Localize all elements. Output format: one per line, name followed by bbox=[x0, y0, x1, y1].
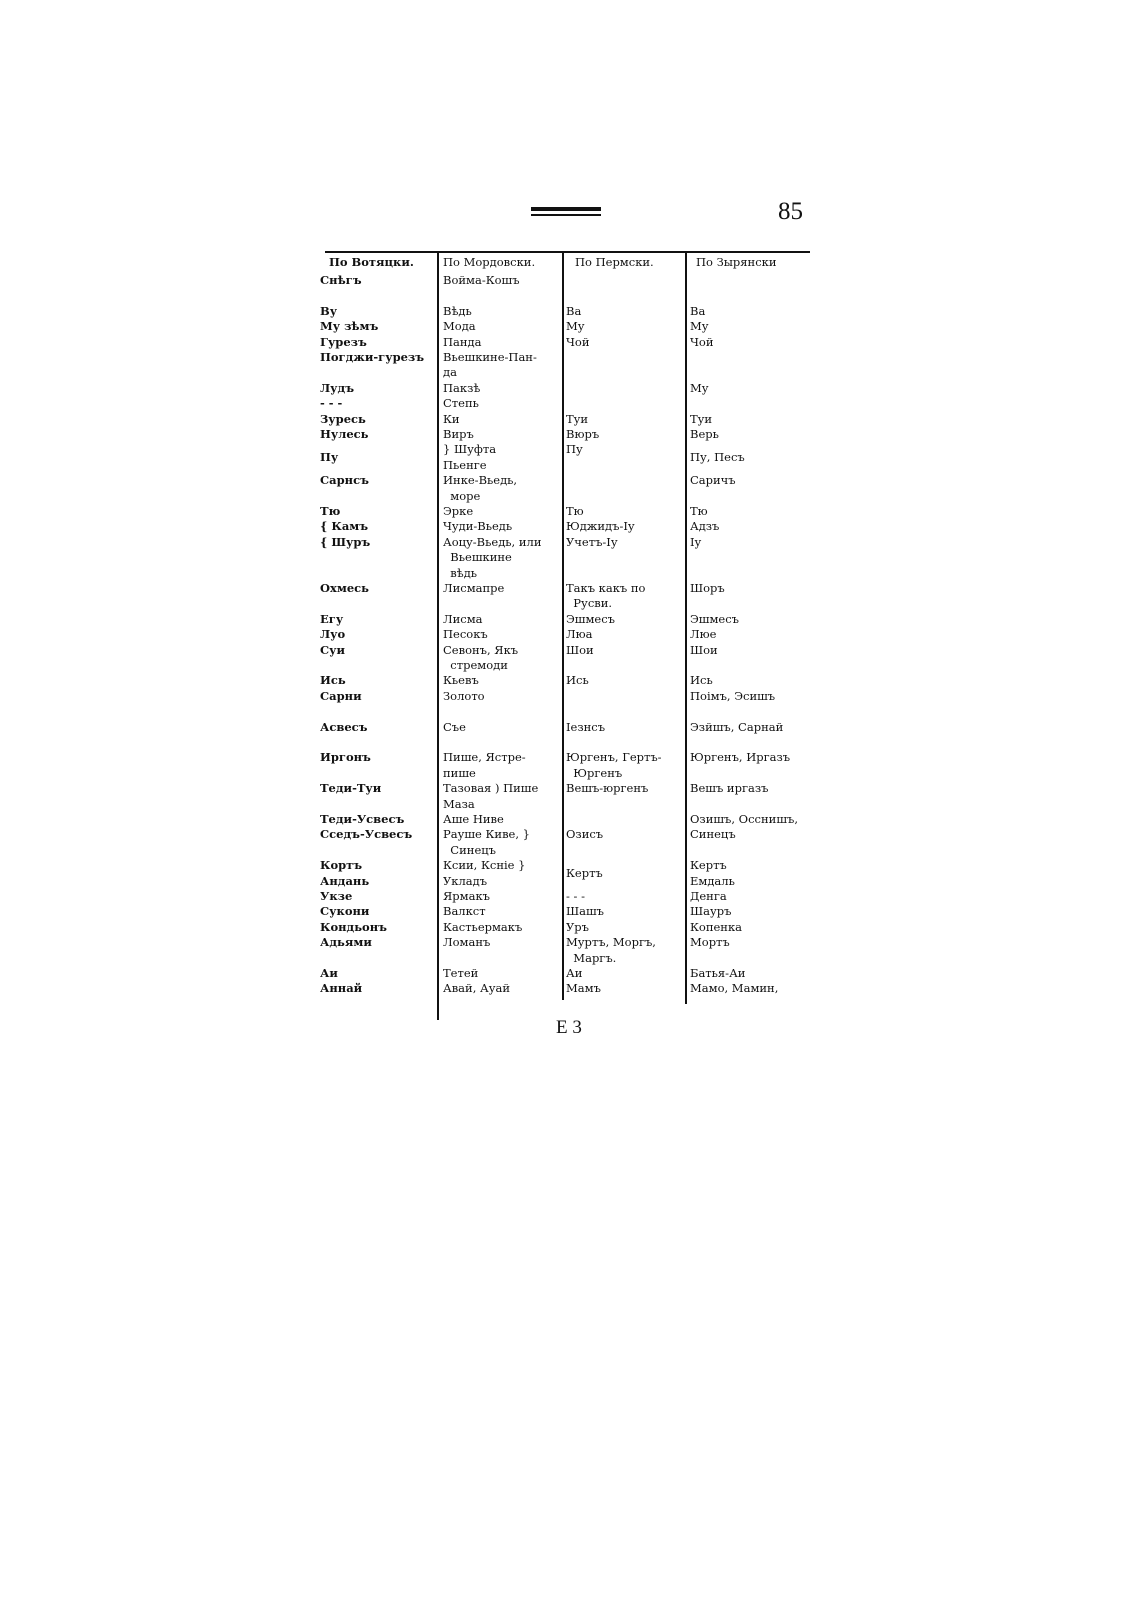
permian-word: Мамъ bbox=[566, 981, 601, 996]
permian-word: Тю bbox=[566, 504, 584, 518]
zyrian-word: Юргенъ, Иргазъ bbox=[690, 750, 791, 765]
votyak-word: { Камъ bbox=[320, 519, 369, 534]
votyak-word: - - - bbox=[320, 396, 343, 411]
zyrian-word: Шоръ bbox=[690, 581, 725, 595]
permian-word: Аи bbox=[566, 966, 583, 980]
votyak-word: { Шуръ bbox=[320, 534, 371, 549]
mordvin-word: Песокъ bbox=[443, 627, 488, 642]
mordvin-word: Севонъ, Якъ стремоди bbox=[443, 642, 519, 672]
mordvin-word: Кьевъ bbox=[443, 673, 479, 688]
permian-word: Пу bbox=[566, 442, 583, 457]
votyak-word: Андань bbox=[320, 873, 370, 888]
zyrian-word: Саричъ bbox=[690, 473, 736, 488]
votyak-word: Ву bbox=[320, 303, 338, 318]
permian-word: Люа bbox=[566, 627, 593, 642]
mordvin-word: Золото bbox=[443, 688, 485, 703]
mordvin-word: Рауше Киве, } Синецъ bbox=[443, 827, 530, 857]
zyrian-word: Пу, Песъ bbox=[690, 450, 745, 465]
mordvin-word: Тазовая ) Пише Маза bbox=[443, 781, 539, 811]
zyrian-word: Копенка bbox=[690, 919, 743, 934]
mordvin-word: Аше Ниве bbox=[443, 812, 504, 826]
mordvin-word: Пише, Ястре- пише bbox=[443, 750, 526, 780]
mordvin-word: Ки bbox=[443, 411, 460, 426]
votyak-word: Асвесъ bbox=[320, 719, 368, 734]
zyrian-word: Денга bbox=[690, 889, 727, 903]
mordvin-word: Панда bbox=[443, 334, 482, 349]
votyak-word: Теди-Туи bbox=[320, 781, 382, 796]
votyak-word: Пу bbox=[320, 450, 339, 465]
mordvin-word: Войма-Кошъ bbox=[443, 273, 520, 287]
zyrian-word: Чой bbox=[690, 334, 714, 349]
zyrian-word: Поімъ, Эсишъ bbox=[690, 688, 776, 703]
zyrian-word: Ва bbox=[690, 303, 706, 318]
zyrian-word: Тю bbox=[690, 504, 708, 518]
column-rule-1 bbox=[437, 252, 439, 1020]
zyrian-word: Эшмесъ bbox=[690, 611, 739, 626]
permian-word: Уръ bbox=[566, 919, 589, 934]
zyrian-word: Му bbox=[690, 380, 709, 395]
column-rule-2 bbox=[562, 252, 564, 1000]
mordvin-word: Ксии, Ксніе } bbox=[443, 858, 526, 873]
votyak-word: Иргонъ bbox=[320, 750, 371, 765]
mordvin-word: Укладъ bbox=[443, 873, 488, 888]
votyak-word: Аннай bbox=[320, 981, 363, 996]
header-rule bbox=[325, 251, 810, 253]
zyrian-word: Кертъ bbox=[690, 858, 727, 873]
permian-word: Кертъ bbox=[566, 865, 603, 880]
zyrian-word: Адзъ bbox=[690, 519, 720, 534]
permian-word: Муртъ, Моргъ, Маргъ. bbox=[566, 935, 656, 965]
votyak-word: Аи bbox=[320, 966, 338, 980]
votyak-word: Сукони bbox=[320, 904, 370, 919]
permian-word: Ись bbox=[566, 673, 589, 688]
votyak-word: Зуресь bbox=[320, 411, 366, 426]
mordvin-word: Чуди-Вьедь bbox=[443, 519, 513, 534]
votyak-word: Егу bbox=[320, 611, 344, 626]
zyrian-word: Шои bbox=[690, 642, 718, 657]
zyrian-word: Эзйшъ, Сарнай bbox=[690, 719, 784, 734]
votyak-word: Му зѣмъ bbox=[320, 319, 379, 334]
page-number: 85 bbox=[778, 198, 803, 225]
zyrian-word: Люе bbox=[690, 627, 717, 642]
votyak-word: Луо bbox=[320, 627, 346, 642]
permian-word: Учетъ-Іу bbox=[566, 534, 618, 549]
permian-word: Юргенъ, Гертъ- Юргенъ bbox=[566, 750, 662, 780]
zyrian-word: Му bbox=[690, 319, 709, 334]
mordvin-word: Тетей bbox=[443, 966, 479, 980]
permian-word: Іезнсъ bbox=[566, 719, 606, 734]
votyak-word: Сарни bbox=[320, 688, 362, 703]
zyrian-word: Емдаль bbox=[690, 873, 735, 888]
mordvin-word: Вьешкине-Пан- да bbox=[443, 350, 537, 380]
votyak-word: Теди-Усвесъ bbox=[320, 812, 405, 826]
signature-mark: E 3 bbox=[556, 1017, 582, 1038]
mordvin-word: Эрке bbox=[443, 504, 474, 518]
zyrian-word: Вешъ иргазъ bbox=[690, 781, 769, 796]
votyak-word: Охмесь bbox=[320, 581, 369, 595]
mordvin-word: } Шуфта bbox=[443, 442, 497, 457]
column-rule-3 bbox=[685, 252, 687, 1004]
mordvin-word: Ломанъ bbox=[443, 935, 491, 950]
mordvin-word: Аоцу-Вьедь, или Вьешкине вѣдь bbox=[443, 534, 542, 580]
mordvin-word: Кастьермакъ bbox=[443, 919, 523, 934]
votyak-word: Кортъ bbox=[320, 858, 363, 873]
permian-word: Шашъ bbox=[566, 904, 604, 919]
mordvin-word: Лисма bbox=[443, 611, 483, 626]
votyak-word: Адьями bbox=[320, 935, 372, 950]
permian-word: - - - bbox=[566, 889, 585, 903]
zyrian-word: Мортъ bbox=[690, 935, 730, 950]
permian-word: Шои bbox=[566, 642, 594, 657]
permian-word: Ва bbox=[566, 303, 582, 318]
votyak-word: Суи bbox=[320, 642, 346, 657]
votyak-word: Укзе bbox=[320, 889, 353, 903]
permian-word: Му bbox=[566, 319, 585, 334]
permian-word: Вюръ bbox=[566, 427, 600, 441]
mordvin-word: Степь bbox=[443, 396, 479, 411]
column-header-votyak: По Вотяцки. bbox=[329, 255, 414, 269]
mordvin-word: Вѣдь bbox=[443, 303, 472, 318]
column-header-mordvin: По Мордовски. bbox=[443, 255, 536, 269]
mordvin-word: Лисмапре bbox=[443, 581, 505, 595]
votyak-word: Ись bbox=[320, 673, 346, 688]
zyrian-word: Верь bbox=[690, 427, 719, 441]
zyrian-word: Синецъ bbox=[690, 827, 736, 842]
column-header-zyrian: По Зырянски bbox=[696, 255, 777, 269]
zyrian-word: Туи bbox=[690, 411, 713, 426]
permian-word: Вешъ-юргенъ bbox=[566, 781, 649, 796]
zyrian-word: Батья-Аи bbox=[690, 966, 746, 980]
mordvin-word: Валкст bbox=[443, 904, 486, 919]
mordvin-word: Виръ bbox=[443, 427, 474, 441]
votyak-word: Нулесь bbox=[320, 427, 369, 441]
mordvin-word: Съе bbox=[443, 719, 466, 734]
votyak-word: Снѣгъ bbox=[320, 273, 362, 287]
votyak-word: Кондьонъ bbox=[320, 919, 387, 934]
mordvin-word: Авай, Ауай bbox=[443, 981, 511, 996]
permian-word: Такъ какъ по Русви. bbox=[566, 581, 646, 611]
permian-word: Чой bbox=[566, 334, 590, 349]
mordvin-word: Ярмакъ bbox=[443, 889, 490, 903]
votyak-word: Тю bbox=[320, 504, 341, 518]
zyrian-word: Іу bbox=[690, 534, 702, 549]
column-header-permian: По Пермски. bbox=[575, 255, 654, 269]
ornament-rule bbox=[531, 207, 601, 216]
votyak-word: Сарнсъ bbox=[320, 473, 369, 488]
votyak-word: Лудъ bbox=[320, 380, 355, 395]
votyak-word: Гурезъ bbox=[320, 334, 367, 349]
permian-word: Туи bbox=[566, 411, 589, 426]
mordvin-word: Пьенге bbox=[443, 457, 487, 472]
permian-word: Юджидъ-Іу bbox=[566, 519, 635, 534]
permian-word: Озисъ bbox=[566, 827, 604, 842]
zyrian-word: Шауръ bbox=[690, 904, 732, 919]
votyak-word: Погджи-гурезъ bbox=[320, 350, 425, 364]
zyrian-word: Ись bbox=[690, 673, 713, 688]
zyrian-word: Озишъ, Осснишъ, bbox=[690, 812, 798, 826]
mordvin-word: Мода bbox=[443, 319, 476, 334]
zyrian-word: Мамо, Мамин, bbox=[690, 981, 779, 996]
mordvin-word: Пакзѣ bbox=[443, 380, 481, 395]
mordvin-word: Инке-Вьедь, море bbox=[443, 473, 518, 503]
permian-word: Эшмесъ bbox=[566, 611, 615, 626]
votyak-word: Сседъ-Усвесъ bbox=[320, 827, 413, 842]
